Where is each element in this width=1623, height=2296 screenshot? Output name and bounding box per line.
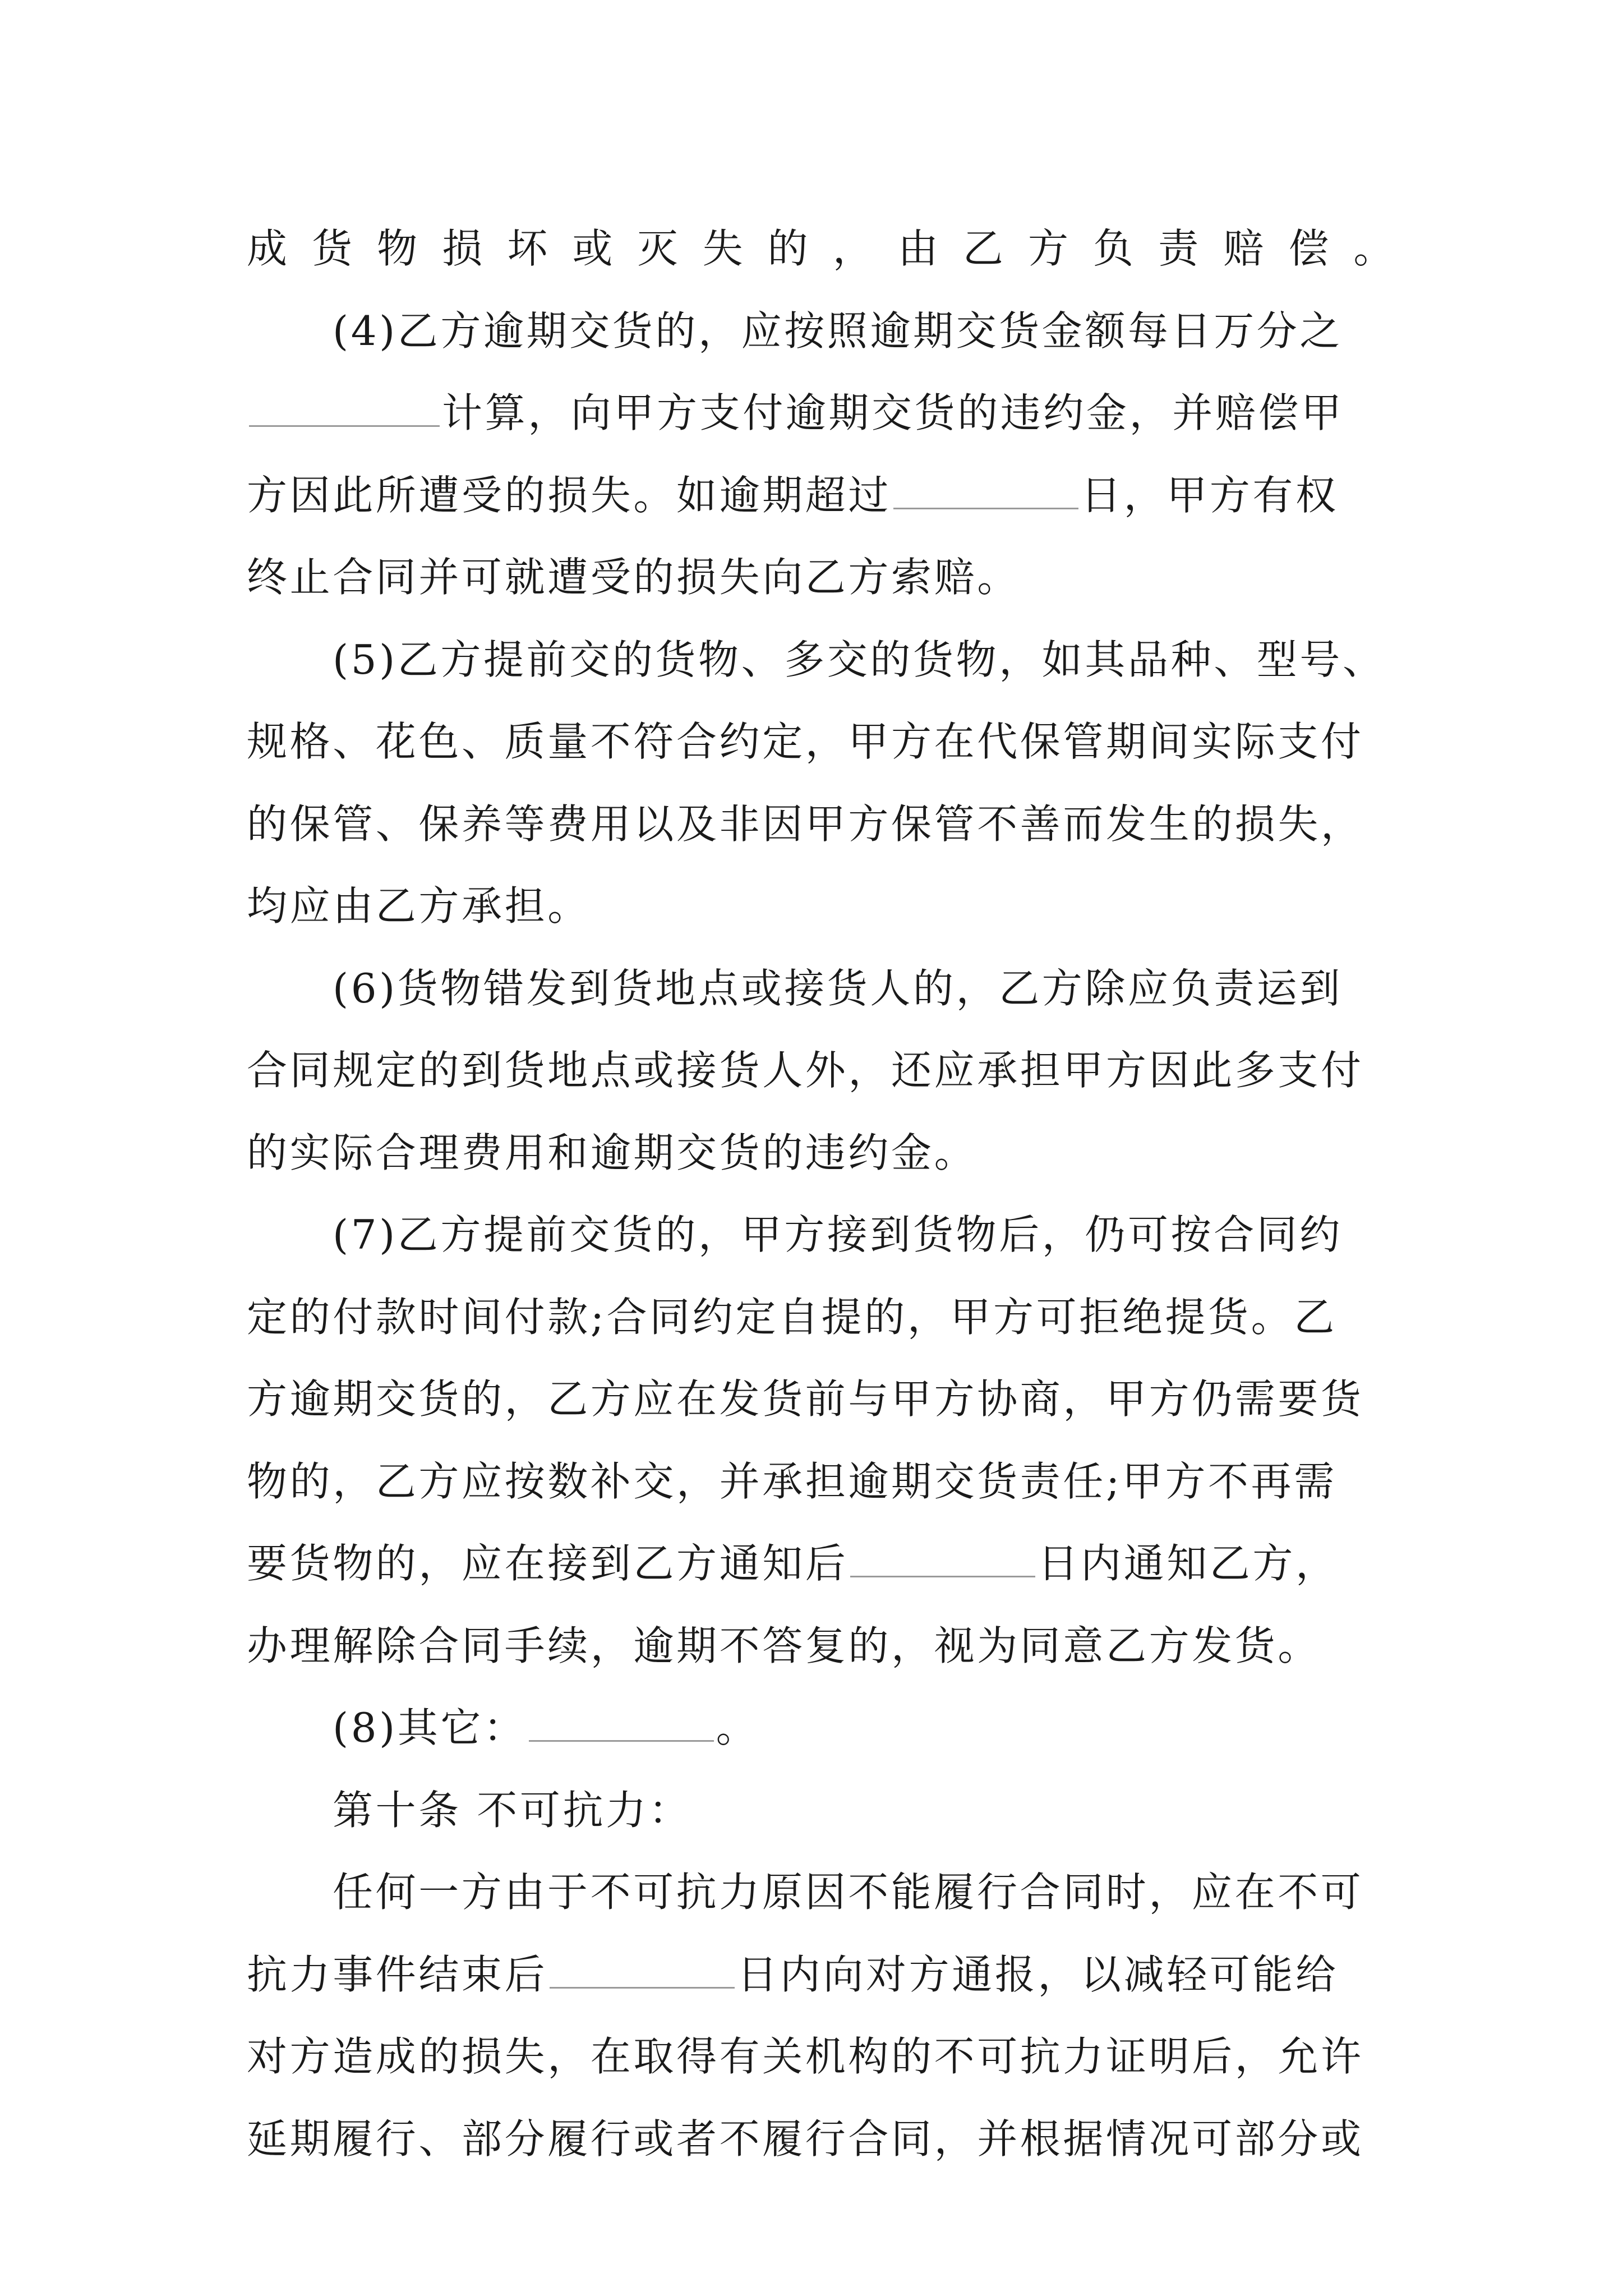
clause-8-line bbox=[247, 1687, 1396, 1769]
text-segment: 物的，乙方应按数补交，并承担逾期交货责任;甲方不再需 bbox=[247, 1457, 1337, 1505]
text-line bbox=[247, 701, 1396, 783]
text-line bbox=[247, 454, 1396, 537]
text-segment: 日内向对方通报，以减轻可能给 bbox=[737, 1950, 1339, 1998]
text-segment: 合同规定的到货地点或接货人外，还应承担甲方因此多支付 bbox=[247, 1047, 1364, 1094]
clause-7-line bbox=[247, 1194, 1396, 1276]
text-segment: 抗力事件结束后 bbox=[247, 1950, 548, 1998]
text-segment: (5)乙方提前交的货物、多交的货物，如其品种、型号、 bbox=[333, 636, 1386, 683]
text-line bbox=[247, 1851, 1396, 1934]
text-segment: 方因此所遭受的损失。如逾期超过 bbox=[247, 471, 892, 519]
text-line bbox=[247, 1441, 1396, 1523]
contract-text bbox=[247, 208, 1396, 2180]
text-line bbox=[247, 536, 1396, 619]
text-segment: 要货物的，应在接到乙方通知后 bbox=[247, 1540, 849, 1587]
text-segment: 任何一方由于不可抗力原因不能履行合同时，应在不可 bbox=[333, 1869, 1364, 1916]
text-segment: 均应由乙方承担。 bbox=[247, 882, 591, 930]
text-segment: (8)其它： bbox=[333, 1704, 527, 1751]
text-line bbox=[247, 2016, 1396, 2098]
fill-blank bbox=[249, 392, 440, 427]
text-segment: 延期履行、部分履行或者不履行合同，并根据情况可部分或 bbox=[247, 2115, 1364, 2162]
article-10-heading bbox=[247, 1769, 1396, 1852]
text-segment: (6)货物错发到货地点或接货人的，乙方除应负责运到 bbox=[333, 964, 1343, 1012]
text-line bbox=[247, 865, 1396, 947]
text-line bbox=[247, 1605, 1396, 1687]
text-segment: (4)乙方逾期交货的，应按照逾期交货金额每日万分之 bbox=[333, 307, 1343, 355]
fill-blank bbox=[850, 1543, 1035, 1577]
text-line bbox=[247, 1358, 1396, 1441]
text-segment: 成货物损坏或灭失的，由乙方负责赔偿。 bbox=[247, 225, 1396, 272]
text-line bbox=[247, 783, 1396, 866]
text-segment: 方逾期交货的，乙方应在发货前与甲方协商，甲方仍需要货 bbox=[247, 1375, 1364, 1423]
text-segment: 日，甲方有权 bbox=[1081, 471, 1339, 519]
clause-6-line bbox=[247, 947, 1396, 1030]
text-segment: 对方造成的损失，在取得有关机构的不可抗力证明后，允许 bbox=[247, 2033, 1364, 2080]
text-line bbox=[247, 1522, 1396, 1605]
text-segment: 的保管、保养等费用以及非因甲方保管不善而发生的损失， bbox=[247, 800, 1364, 848]
text-segment: 办理解除合同手续，逾期不答复的，视为同意乙方发货。 bbox=[247, 1622, 1321, 1669]
text-segment: 计算，向甲方支付逾期交货的违约金，并赔偿甲 bbox=[442, 389, 1344, 436]
heading-text: 第十条 不可抗力： bbox=[333, 1786, 692, 1834]
text-line bbox=[247, 1029, 1396, 1112]
text-line bbox=[247, 1934, 1396, 2016]
clause-4-line bbox=[247, 290, 1396, 372]
clause-5-line bbox=[247, 619, 1396, 701]
text-line bbox=[247, 372, 1396, 454]
fill-blank bbox=[550, 1953, 735, 1988]
fill-blank bbox=[893, 474, 1078, 509]
text-segment: (7)乙方提前交货的，甲方接到货物后，仍可按合同约 bbox=[333, 1211, 1343, 1258]
text-segment: 。 bbox=[716, 1704, 759, 1751]
text-segment: 终止合同并可就遭受的损失向乙方索赔。 bbox=[247, 554, 1020, 601]
text-line bbox=[247, 1276, 1396, 1359]
text-segment: 规格、花色、质量不符合约定，甲方在代保管期间实际支付 bbox=[247, 718, 1364, 765]
text-segment: 的实际合理费用和逾期交货的违约金。 bbox=[247, 1129, 978, 1176]
fill-blank bbox=[529, 1707, 714, 1742]
text-segment: 定的付款时间付款;合同约定自提的，甲方可拒绝提货。乙 bbox=[247, 1293, 1337, 1341]
text-line bbox=[247, 208, 1396, 290]
text-segment: 日内通知乙方， bbox=[1038, 1540, 1339, 1587]
text-line bbox=[247, 2098, 1396, 2180]
text-line bbox=[247, 1112, 1396, 1194]
